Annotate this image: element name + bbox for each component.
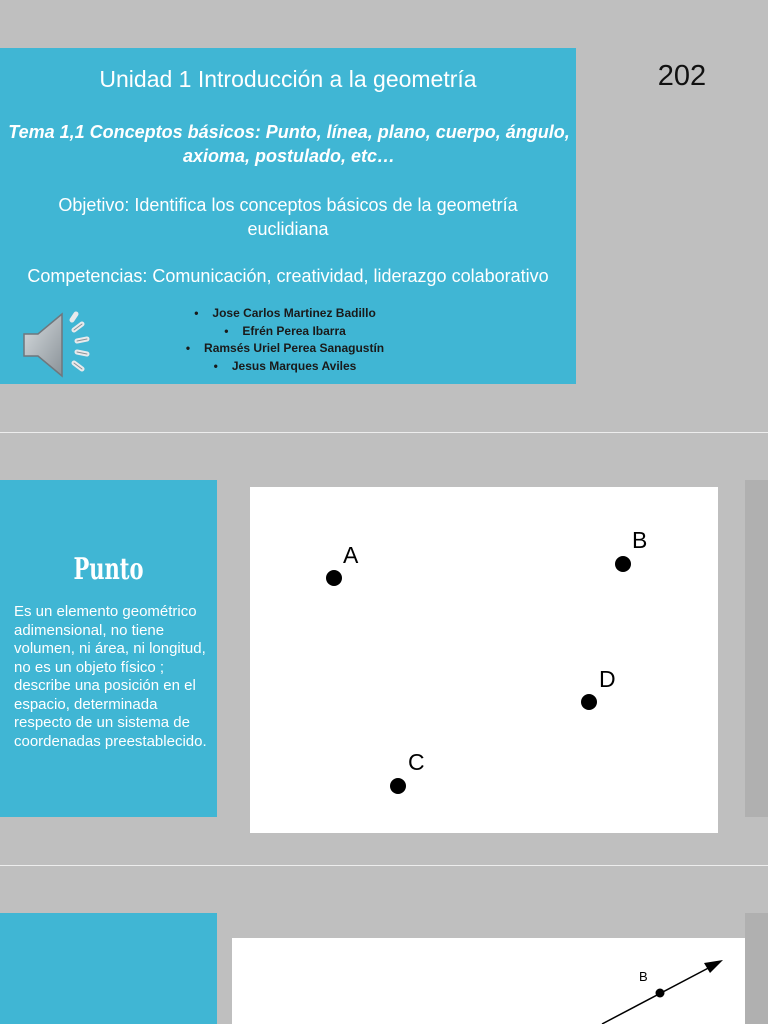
- year-label: 202: [657, 60, 707, 92]
- title-slide-panel: [0, 48, 576, 384]
- speaker-icon[interactable]: [20, 310, 102, 380]
- next-slide-edge: [745, 480, 768, 817]
- punto-panel: [0, 480, 217, 817]
- line-figure: [232, 938, 746, 1024]
- competencies-text: Competencias: Comunicación, creatividad, liderazgo colaborativo: [27, 266, 549, 286]
- slide-divider: [0, 432, 768, 433]
- authors-list: [150, 305, 420, 375]
- arrow-head-icon: [704, 960, 723, 973]
- point-c: [390, 749, 425, 794]
- slide-title: Unidad 1 Introducción a la geometría: [99, 66, 477, 92]
- punto-title: Punto: [73, 552, 144, 587]
- author-item: • Ramsés Uriel Perea Sanagustín: [150, 340, 420, 358]
- point-b-dot: [656, 989, 665, 998]
- author-item: • Jesus Marques Aviles: [150, 358, 420, 376]
- next-slide-edge: [745, 913, 768, 1024]
- point-a-label: A: [343, 542, 359, 568]
- author-item: • Jose Carlos Martinez Badillo: [150, 305, 420, 323]
- point-d-label: D: [599, 666, 616, 692]
- point-b: [615, 527, 647, 572]
- punto-description: Es un elemento geométrico adimensional, no tiene volumen, ni área, ni longitud, no es un objeto físico ; describe una posición en el espacio, determinada respecto de un sistema de coordenadas preestablecido.: [14, 603, 207, 750]
- objective-text: Objetivo: Identifica los conceptos básicos de la geometría euclidiana: [58, 195, 518, 239]
- slide-divider: [0, 865, 768, 866]
- line-point-b-label: B: [639, 969, 648, 984]
- point-d: [581, 666, 616, 710]
- point-c-label: C: [408, 749, 425, 775]
- line-panel: [0, 913, 217, 1024]
- point-b-label: B: [632, 527, 648, 553]
- author-item: • Efrén Perea Ibarra: [150, 323, 420, 341]
- points-figure: [250, 487, 718, 833]
- topic-text: Tema 1,1 Conceptos básicos: Punto, línea, plano, cuerpo, ángulo, axioma, postulado, etc…: [8, 122, 570, 166]
- point-a: [326, 542, 359, 586]
